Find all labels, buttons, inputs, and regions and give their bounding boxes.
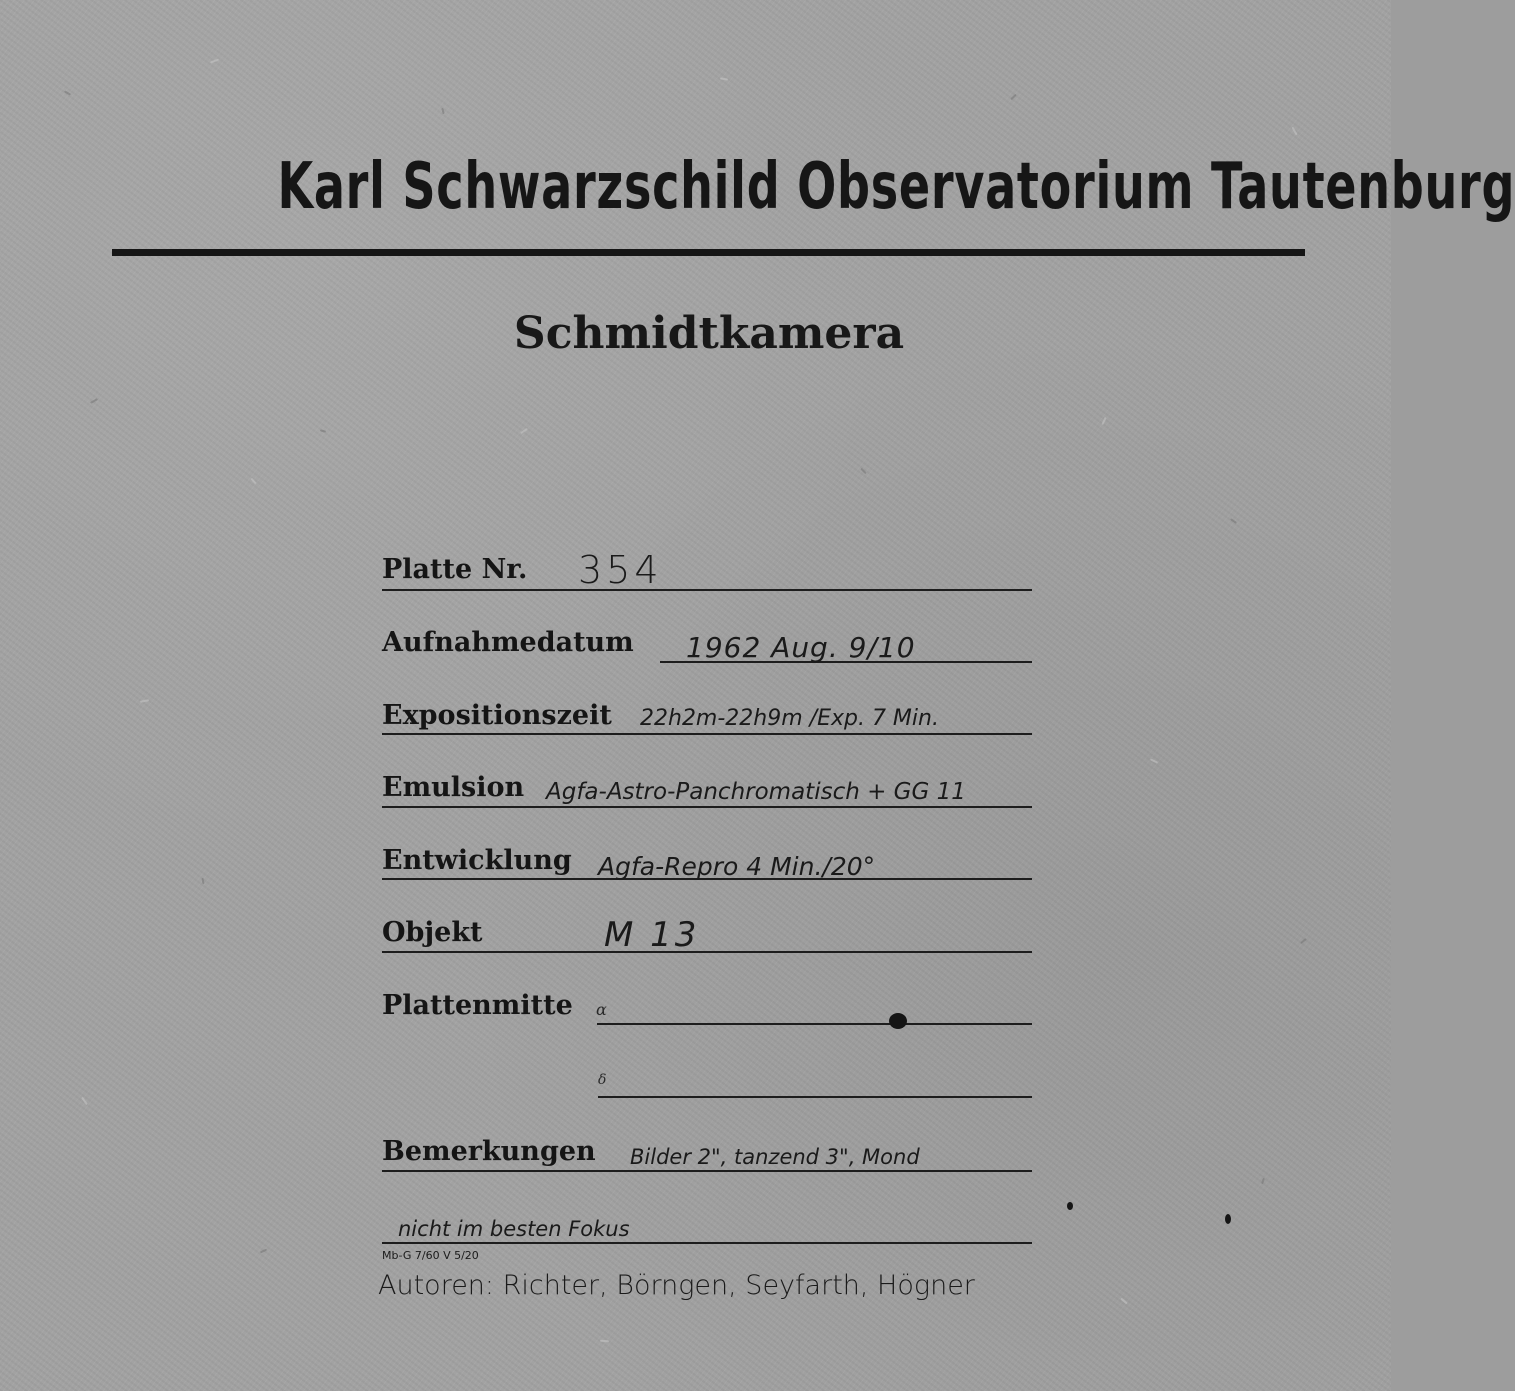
title-underline — [112, 249, 1305, 256]
paper-speck — [520, 428, 528, 434]
instrument-subtitle: Schmidtkamera — [513, 308, 905, 359]
remarks-label: Bemerkungen — [382, 1136, 596, 1167]
ink-mark — [1225, 1214, 1231, 1224]
paper-speck — [1300, 938, 1307, 944]
paper-speck — [1101, 417, 1106, 425]
paper-speck — [90, 398, 98, 404]
form-code: Mb-G 7/60 V 5/20 — [382, 1249, 479, 1262]
paper-speck — [1010, 94, 1016, 100]
exposure-label: Expositionszeit — [382, 700, 612, 731]
date-label: Aufnahmedatum — [382, 627, 634, 658]
exposure-value: 22h2m-22h9m /Exp. 7 Min. — [640, 706, 939, 731]
authors-note: Autoren: Richter, Börngen, Seyfarth, Högner — [378, 1270, 975, 1301]
date-value: 1962 Aug. 9/10 — [686, 631, 916, 664]
paper-speck — [1150, 758, 1158, 763]
object-label: Objekt — [382, 917, 483, 948]
paper-speck — [210, 59, 219, 64]
paper-speck — [81, 1097, 88, 1106]
observatory-title: Karl Schwarzschild Observatorium Tautenburg — [277, 150, 1515, 224]
paper-speck — [260, 1249, 267, 1254]
paper-speck — [140, 699, 149, 703]
remarks-value-2: nicht im besten Fokus — [398, 1217, 630, 1241]
ink-blot — [889, 1013, 907, 1029]
emulsion-line — [382, 806, 1032, 808]
paper-speck — [1120, 1298, 1127, 1305]
remarks-line-2 — [382, 1242, 1032, 1244]
paper-speck — [201, 878, 204, 884]
plate-number-label: Platte Nr. — [382, 554, 528, 585]
exposure-line — [382, 733, 1032, 735]
paper-speck — [250, 478, 256, 485]
emulsion-value: Agfa-Astro-Panchromatisch + GG 11 — [546, 779, 966, 805]
paper-speck — [1261, 1178, 1265, 1184]
emulsion-label: Emulsion — [382, 772, 525, 803]
delta-symbol: δ — [598, 1072, 607, 1088]
paper-speck — [860, 468, 866, 474]
delta-line — [598, 1096, 1032, 1098]
plate-number-value: 354 — [578, 548, 663, 592]
development-label: Entwicklung — [382, 845, 572, 876]
object-value: M 13 — [604, 915, 700, 955]
ink-mark — [1067, 1202, 1073, 1210]
paper-speck — [1291, 127, 1297, 136]
plate-center-label: Plattenmitte — [382, 990, 573, 1021]
development-value: Agfa-Repro 4 Min./20° — [598, 852, 876, 881]
remarks-value-1: Bilder 2", tanzend 3", Mond — [630, 1145, 920, 1169]
remarks-line-1 — [382, 1170, 1032, 1172]
alpha-line — [597, 1023, 1032, 1025]
paper-speck — [320, 429, 326, 432]
paper-speck — [720, 77, 728, 80]
plate-number-line — [382, 589, 1032, 591]
alpha-symbol: α — [596, 1000, 607, 1019]
paper-speck — [64, 90, 71, 95]
paper-speck — [600, 1340, 609, 1343]
paper-speck — [441, 108, 444, 114]
object-line — [382, 951, 1032, 953]
paper-speck — [1230, 518, 1237, 524]
